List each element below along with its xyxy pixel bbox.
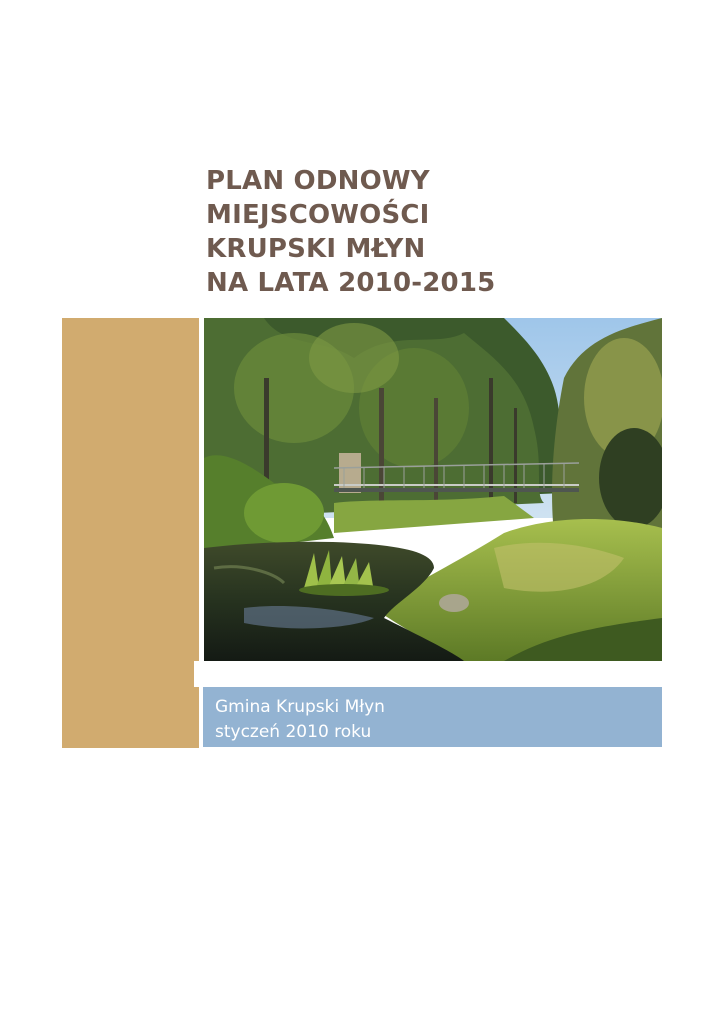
title-line-2: MIEJSCOWOŚCI (206, 200, 430, 230)
caption-date: styczeń 2010 roku (215, 722, 372, 742)
title-line-1: PLAN ODNOWY (206, 166, 430, 196)
title-line-4: NA LATA 2010-2015 (206, 268, 496, 298)
decorative-tan-block (62, 318, 199, 748)
caption-box (203, 687, 662, 747)
building (339, 453, 361, 493)
caption-municipality: Gmina Krupski Młyn (215, 697, 385, 717)
tree-highlight-3 (309, 323, 399, 393)
cover-photo-river-bridge (204, 318, 662, 661)
title-line-3: KRUPSKI MŁYN (206, 234, 426, 264)
decorative-notch (194, 661, 204, 687)
document-title (206, 164, 666, 300)
